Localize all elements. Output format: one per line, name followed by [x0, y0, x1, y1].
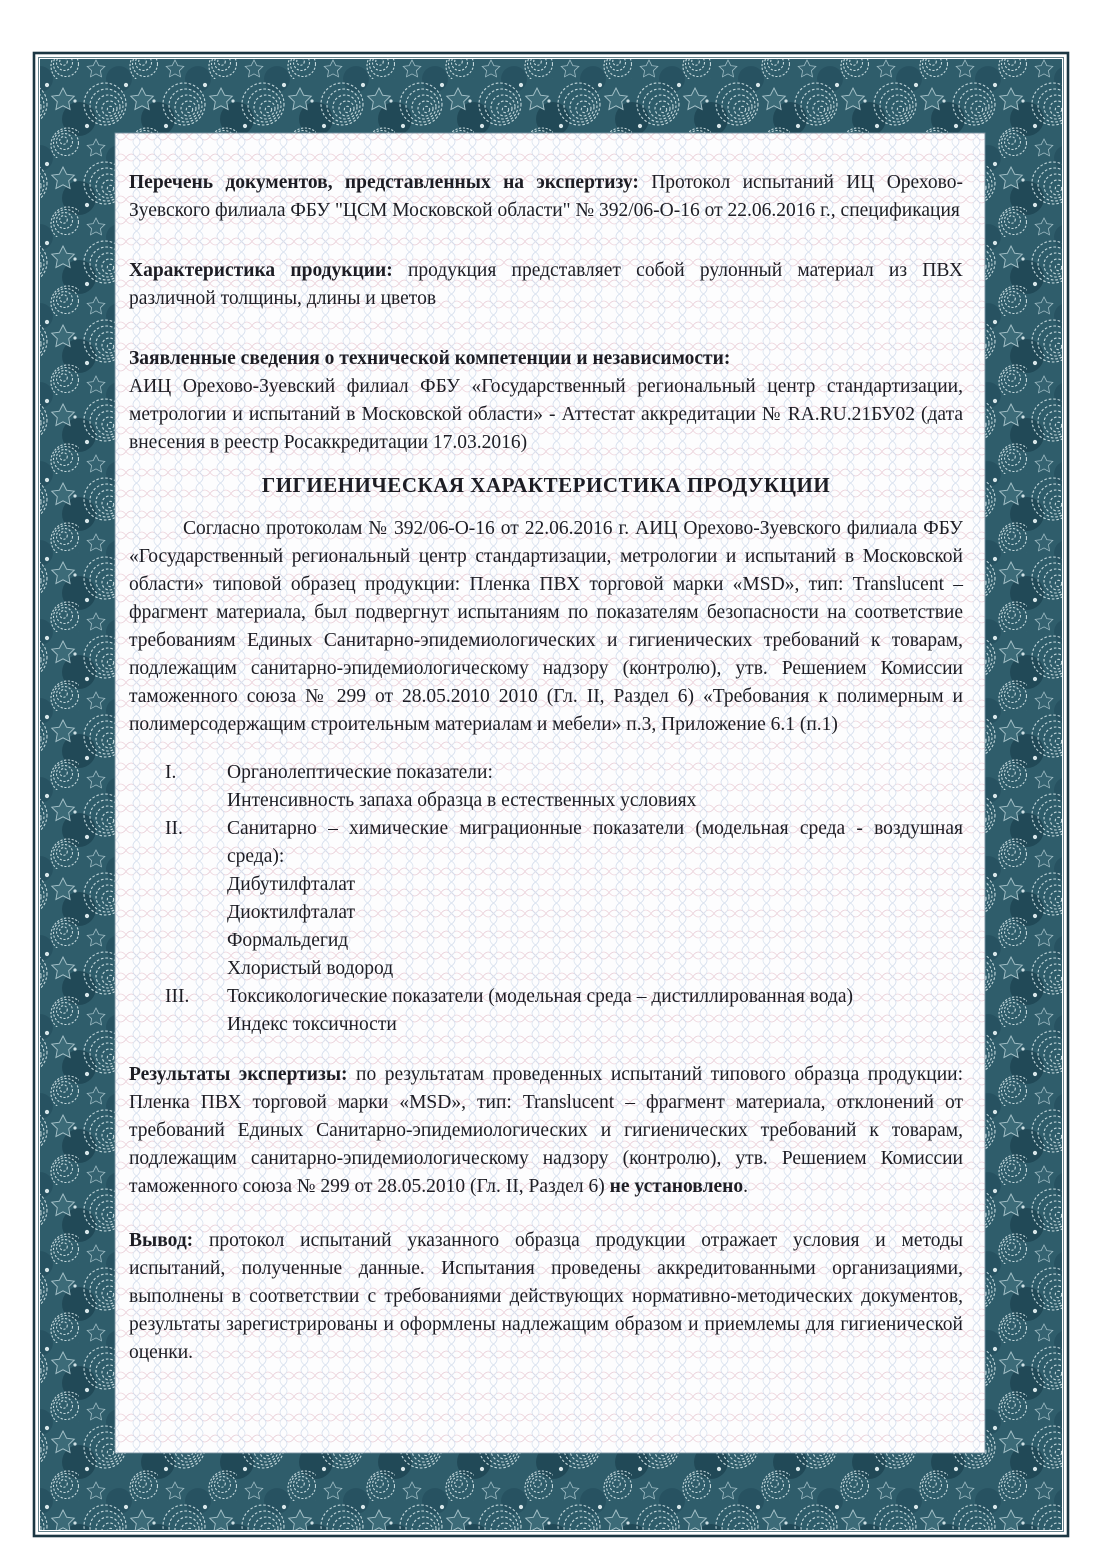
page-title: ГИГИЕНИЧЕСКАЯ ХАРАКТЕРИСТИКА ПРОДУКЦИИ — [261, 473, 831, 497]
list-item-line: Хлористый водород — [227, 958, 394, 979]
expertise-results-verdict: не установлено — [609, 1176, 744, 1197]
list-item-line: Формальдегид — [227, 930, 349, 951]
list-item-line: Органолептические показатели: — [227, 762, 493, 783]
list-item-numeral: III. — [165, 986, 190, 1007]
list-item — [165, 759, 963, 815]
expertise-results-body: по результатам проведенных испытаний типового образца продукции: Пленка ПВХ торговой марки «MSD», тип: Translucent – фрагмент материала, отклонений от требований Единых Санитарно-эпидемиологических и гигиенических требований к товарам, подлежащим санитарно-эпидемиологическому надзору (контролю), утв. Решением Комиссии таможенного союза № 299 от 28.05.2010 (Гл. II, Раздел 6) — [129, 1064, 963, 1197]
document-content — [115, 133, 985, 1453]
technical-competence-body: АИЦ Орехово-Зуевский филиал ФБУ «Государственный региональный центр стандартизации, метрологии и испытаний в Московской области» - Аттестат аккредитации № RA.RU.21БУ02 (дата внесения в реестр Росаккредитации 17.03.2016) — [129, 376, 963, 453]
list-item-line: Дибутилфталат — [227, 874, 355, 895]
expertise-results-heading: Результаты экспертизы: — [129, 1064, 348, 1085]
list-item-line: Интенсивность запаха образца в естественных условиях — [227, 790, 697, 811]
paragraph-technical-competence — [129, 345, 963, 457]
technical-competence-heading: Заявленные сведения о технической компетенции и независимости: — [129, 348, 731, 369]
paragraph-product-characteristics — [129, 257, 963, 313]
list-item-line: Диоктилфталат — [227, 902, 356, 923]
list-item — [165, 815, 963, 983]
paragraph-according-protocols: Согласно протоколам № 392/06-О-16 от 22.06.2016 г. АИЦ Орехово-Зуевского филиала ФБУ «Государственный региональный центр стандартизации, метрологии и испытаний в Московской области» типовой образец продукции: Пленка ПВХ торговой марки «MSD», тип: Translucent – фрагмент материала, был подвергнут испытаниям по показателям безопасности на соответствие требованиям Единых Санитарно-эпидемиологических и гигиенических требований к товарам, подлежащим санитарно-эпидемиологическому надзору (контролю), утв. Решением Комиссии таможенного союза № 299 от 28.05.2010 2010 (Гл. II, Раздел 6) «Требования к полимерным и полимерсодержащим строительным материалам и мебели» п.3, Приложение 6.1 (п.1) — [129, 518, 963, 735]
list-item-line: Индекс токсичности — [227, 1014, 397, 1035]
list-item — [165, 983, 963, 1039]
product-characteristics-heading: Характеристика продукции: — [129, 260, 393, 281]
list-item-body — [227, 983, 963, 1039]
list-item-body — [227, 815, 963, 983]
conclusion-heading: Вывод: — [129, 1230, 194, 1251]
list-item-body — [227, 759, 963, 815]
list-item-numeral: I. — [165, 762, 177, 783]
list-item-line: Санитарно – химические миграционные показатели (модельная среда - воздушная среда): — [227, 818, 963, 867]
conclusion-body: протокол испытаний указанного образца продукции отражает условия и методы испытаний, полученные данные. Испытания проведены аккредитованными организациями, выполнены в соответствии с требованиями действующих нормативно-методических документов, результаты зарегистрированы и оформлены надлежащим образом и приемлемы для гигиенической оценки. — [129, 1230, 963, 1363]
product-characteristics-text: продукция представляет собой рулонный материал из ПВХ различной толщины, длины и цветов — [129, 260, 963, 309]
expertise-results-tail: . — [743, 1176, 749, 1197]
documents-list-heading: Перечень документов, представленных на экспертизу: — [129, 172, 639, 193]
list-item-line: Токсикологические показатели (модельная среда – дистиллированная вода) — [227, 986, 854, 1007]
paragraph-conclusion — [129, 1227, 963, 1367]
list-item-numeral: II. — [165, 818, 183, 839]
paragraph-documents-list — [129, 169, 963, 225]
documents-list-text: Протокол испытаний ИЦ Орехово-Зуевского филиала ФБУ "ЦСМ Московской области" № 392/06-О-16 от 22.06.2016 г., спецификация — [129, 172, 963, 221]
indicator-list — [165, 759, 963, 1039]
paragraph-expertise-results — [129, 1061, 963, 1201]
